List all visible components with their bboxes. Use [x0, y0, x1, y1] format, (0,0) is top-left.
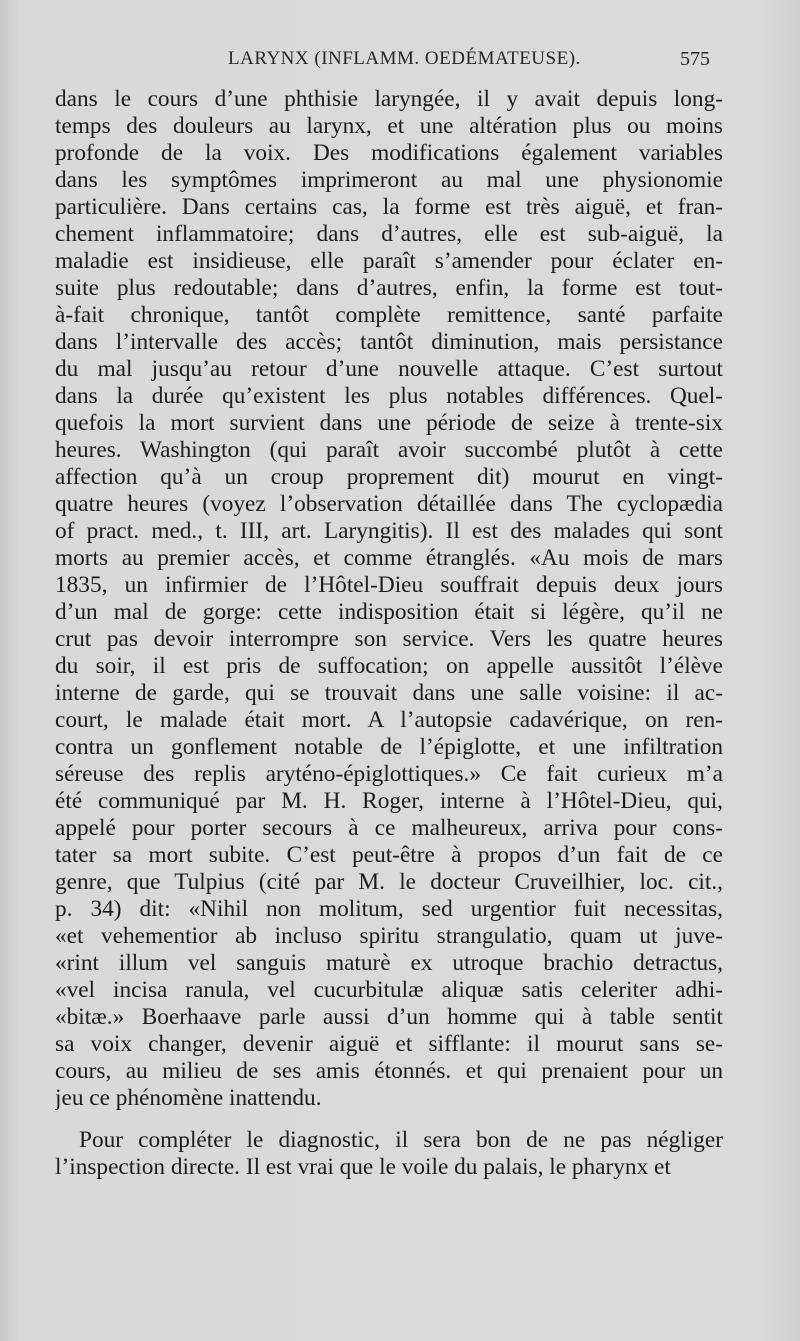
paragraph-gap [55, 1112, 723, 1127]
text-line: l’inspection directe. Il est vrai que le voile du palais, le pharynx et [55, 1154, 671, 1180]
text-line: suite plus redoutable; dans d’autres, enfin, la forme est tout- [55, 275, 723, 301]
text-line: du mal jusqu’au retour d’une nouvelle attaque. C’est surtout [55, 356, 723, 382]
text-line: chement inflammatoire; dans d’autres, elle est sub-aiguë, la [55, 221, 723, 247]
text-line: genre, que Tulpius (cité par M. le docteur Cruveilhier, loc. cit., [55, 869, 723, 895]
text-line: 1835, un infirmier de l’Hôtel-Dieu souffrait depuis deux jours [55, 572, 723, 598]
running-title: LARYNX (INFLAMM. OEDÉMATEUSE). [228, 48, 581, 69]
text-line: été communiqué par M. H. Roger, interne à l’Hôtel-Dieu, qui, [55, 788, 723, 814]
text-line: appelé pour porter secours à ce malheureux, arriva pour cons- [55, 815, 723, 841]
paragraph [55, 86, 723, 1112]
text-line: quefois la mort survient dans une période de seize à trente-six [55, 410, 723, 436]
paragraph-container [55, 86, 723, 1181]
text-line: tater sa mort subite. C’est peut-être à propos d’un fait de ce [55, 842, 723, 868]
text-line: d’un mal de gorge: cette indisposition était si légère, qu’il ne [55, 599, 723, 625]
text-line: profonde de la voix. Des modifications également variables [55, 140, 723, 166]
text-line: Pour compléter le diagnostic, il sera bon de ne pas négliger [79, 1127, 723, 1153]
text-line: séreuse des replis aryténo-épiglottiques.» Ce fait curieux m’a [55, 761, 723, 787]
text-line: crut pas devoir interrompre son service. Vers les quatre heures [55, 626, 723, 652]
text-line: cours, au milieu de ses amis étonnés. et qui prenaient pour un [55, 1058, 723, 1084]
text-line: court, le malade était mort. A l’autopsie cadavérique, on ren- [55, 707, 723, 733]
text-line: dans la durée qu’existent les plus notables différences. Quel- [55, 383, 723, 409]
text-line: heures. Washington (qui paraît avoir succombé plutôt à cette [55, 437, 723, 463]
page-number: 575 [680, 48, 710, 70]
text-line: «et vehementior ab incluso spiritu strangulatio, quam ut juve- [55, 923, 723, 949]
text-line: morts au premier accès, et comme étranglés. «Au mois de mars [55, 545, 723, 571]
paragraph [55, 1127, 723, 1181]
text-line: dans l’intervalle des accès; tantôt diminution, mais persistance [55, 329, 723, 355]
text-line: «rint illum vel sanguis maturè ex utroque brachio detractus, [55, 950, 723, 976]
text-line: p. 34) dit: «Nihil non molitum, sed urgentior fuit necessitas, [55, 896, 723, 922]
text-line: affection qu’à un croup proprement dit) mourut en vingt- [55, 464, 723, 490]
body-text [55, 86, 723, 1181]
text-line: contra un gonflement notable de l’épiglotte, et une infiltration [55, 734, 723, 760]
running-head [0, 48, 800, 78]
text-line: du soir, il est pris de suffocation; on appelle aussitôt l’élève [55, 653, 723, 679]
text-line: sa voix changer, devenir aiguë et sifflante: il mourut sans se- [55, 1031, 723, 1057]
text-line: temps des douleurs au larynx, et une altération plus ou moins [55, 113, 723, 139]
text-line: maladie est insidieuse, elle paraît s’amender pour éclater en- [55, 248, 723, 274]
text-line: à-fait chronique, tantôt complète remittence, santé parfaite [55, 302, 723, 328]
text-line: particulière. Dans certains cas, la forme est très aiguë, et fran- [55, 194, 723, 220]
text-line: dans le cours d’une phthisie laryngée, il y avait depuis long- [55, 86, 723, 112]
text-line: of pract. med., t. III, art. Laryngitis). Il est des malades qui sont [55, 518, 723, 544]
text-line: quatre heures (voyez l’observation détaillée dans The cyclopædia [55, 491, 723, 517]
text-line: interne de garde, qui se trouvait dans une salle voisine: il ac- [55, 680, 723, 706]
text-line: «bitæ.» Boerhaave parle aussi d’un homme qui à table sentit [55, 1004, 723, 1030]
text-line: dans les symptômes imprimeront au mal une physionomie [55, 167, 723, 193]
text-line: «vel incisa ranula, vel cucurbitulæ aliquæ satis celeriter adhi- [55, 977, 723, 1003]
text-line: jeu ce phénomène inattendu. [55, 1085, 322, 1111]
